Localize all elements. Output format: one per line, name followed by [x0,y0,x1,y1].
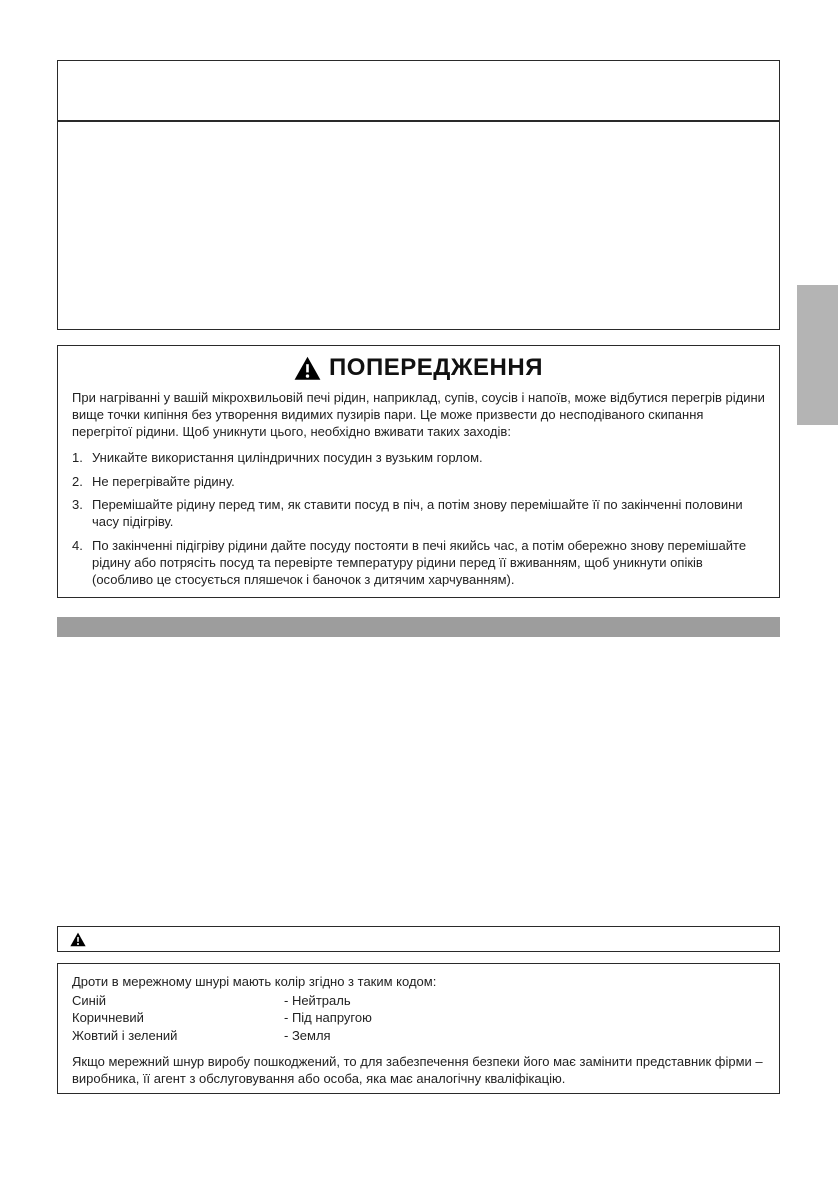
wire-terminal: - Нейтраль [284,992,351,1008]
list-number: 2. [72,473,83,489]
warning-box [57,345,780,598]
list-number: 1. [72,449,83,465]
wire-row [72,992,765,1010]
list-number: 4. [72,538,83,554]
warning-triangle-icon [294,356,321,381]
wire-table [72,992,765,1045]
warning-list [72,450,765,589]
wire-color: Коричневий [72,1010,144,1026]
wire-row [72,1027,765,1045]
wire-color: Синій [72,992,106,1008]
cord-note: Якщо мережний шнур виробу пошкоджений, то для забезпечення безпеки його має замінити представник фірми – виробника, її агент з обслуговування або особа, яка має аналогічну кваліфікацію. [72,1054,763,1087]
wire-color: Жовтий і зелений [72,1027,178,1043]
warning-triangle-icon-small [70,932,86,947]
wire-row [72,1009,765,1027]
list-number: 3. [72,497,83,513]
wire-terminal: - Земля [284,1027,331,1043]
section-divider-bar [57,617,780,637]
caution-strip [57,926,780,952]
warning-list-item [72,538,765,589]
warning-intro-paragraph: При нагріванні у вашій мікрохвильовій печі рідин, наприклад, супів, соусів і напоїв, може відбутися перегрів рідини вище точки кипіння без утворення видимих пузирів пари. Це може призвести до несподіваного скипання перегрітої рідини. Щоб уникнути цього, необхідно вживати таких заходів: [72,390,765,439]
list-item-text: Уникайте використання циліндричних посудин з вузьким горлом. [92,449,483,465]
list-item-text: По закінченні підігріву рідини дайте посуду постояти в печі якийсь час, а потім обережно знову перемішайте рідину або потрясіть посуд та перевірте температуру рідини перед її вживанням, щоб уникнути опіків (особливо це стосується пляшечок і баночок з дитячим харчуванням). [92,538,747,588]
page-side-tab [797,285,838,425]
warning-title: ПОПЕРЕДЖЕННЯ [329,354,543,381]
empty-box-main [57,121,780,330]
cord-color-code-box [57,963,780,1094]
warning-title-row [72,354,765,382]
wire-terminal: - Під напругою [284,1010,372,1026]
list-item-text: Не перегрівайте рідину. [92,473,235,489]
empty-box-top [57,60,780,121]
list-item-text: Перемішайте рідину перед тим, як ставити посуд в піч, а потім знову перемішайте її по закінченні половини часу підігріву. [92,497,743,530]
cord-intro: Дроти в мережному шнурі мають колір згідно з таким кодом: [72,974,437,989]
warning-list-item [72,497,765,531]
warning-list-item [72,450,765,467]
warning-list-item [72,474,765,491]
